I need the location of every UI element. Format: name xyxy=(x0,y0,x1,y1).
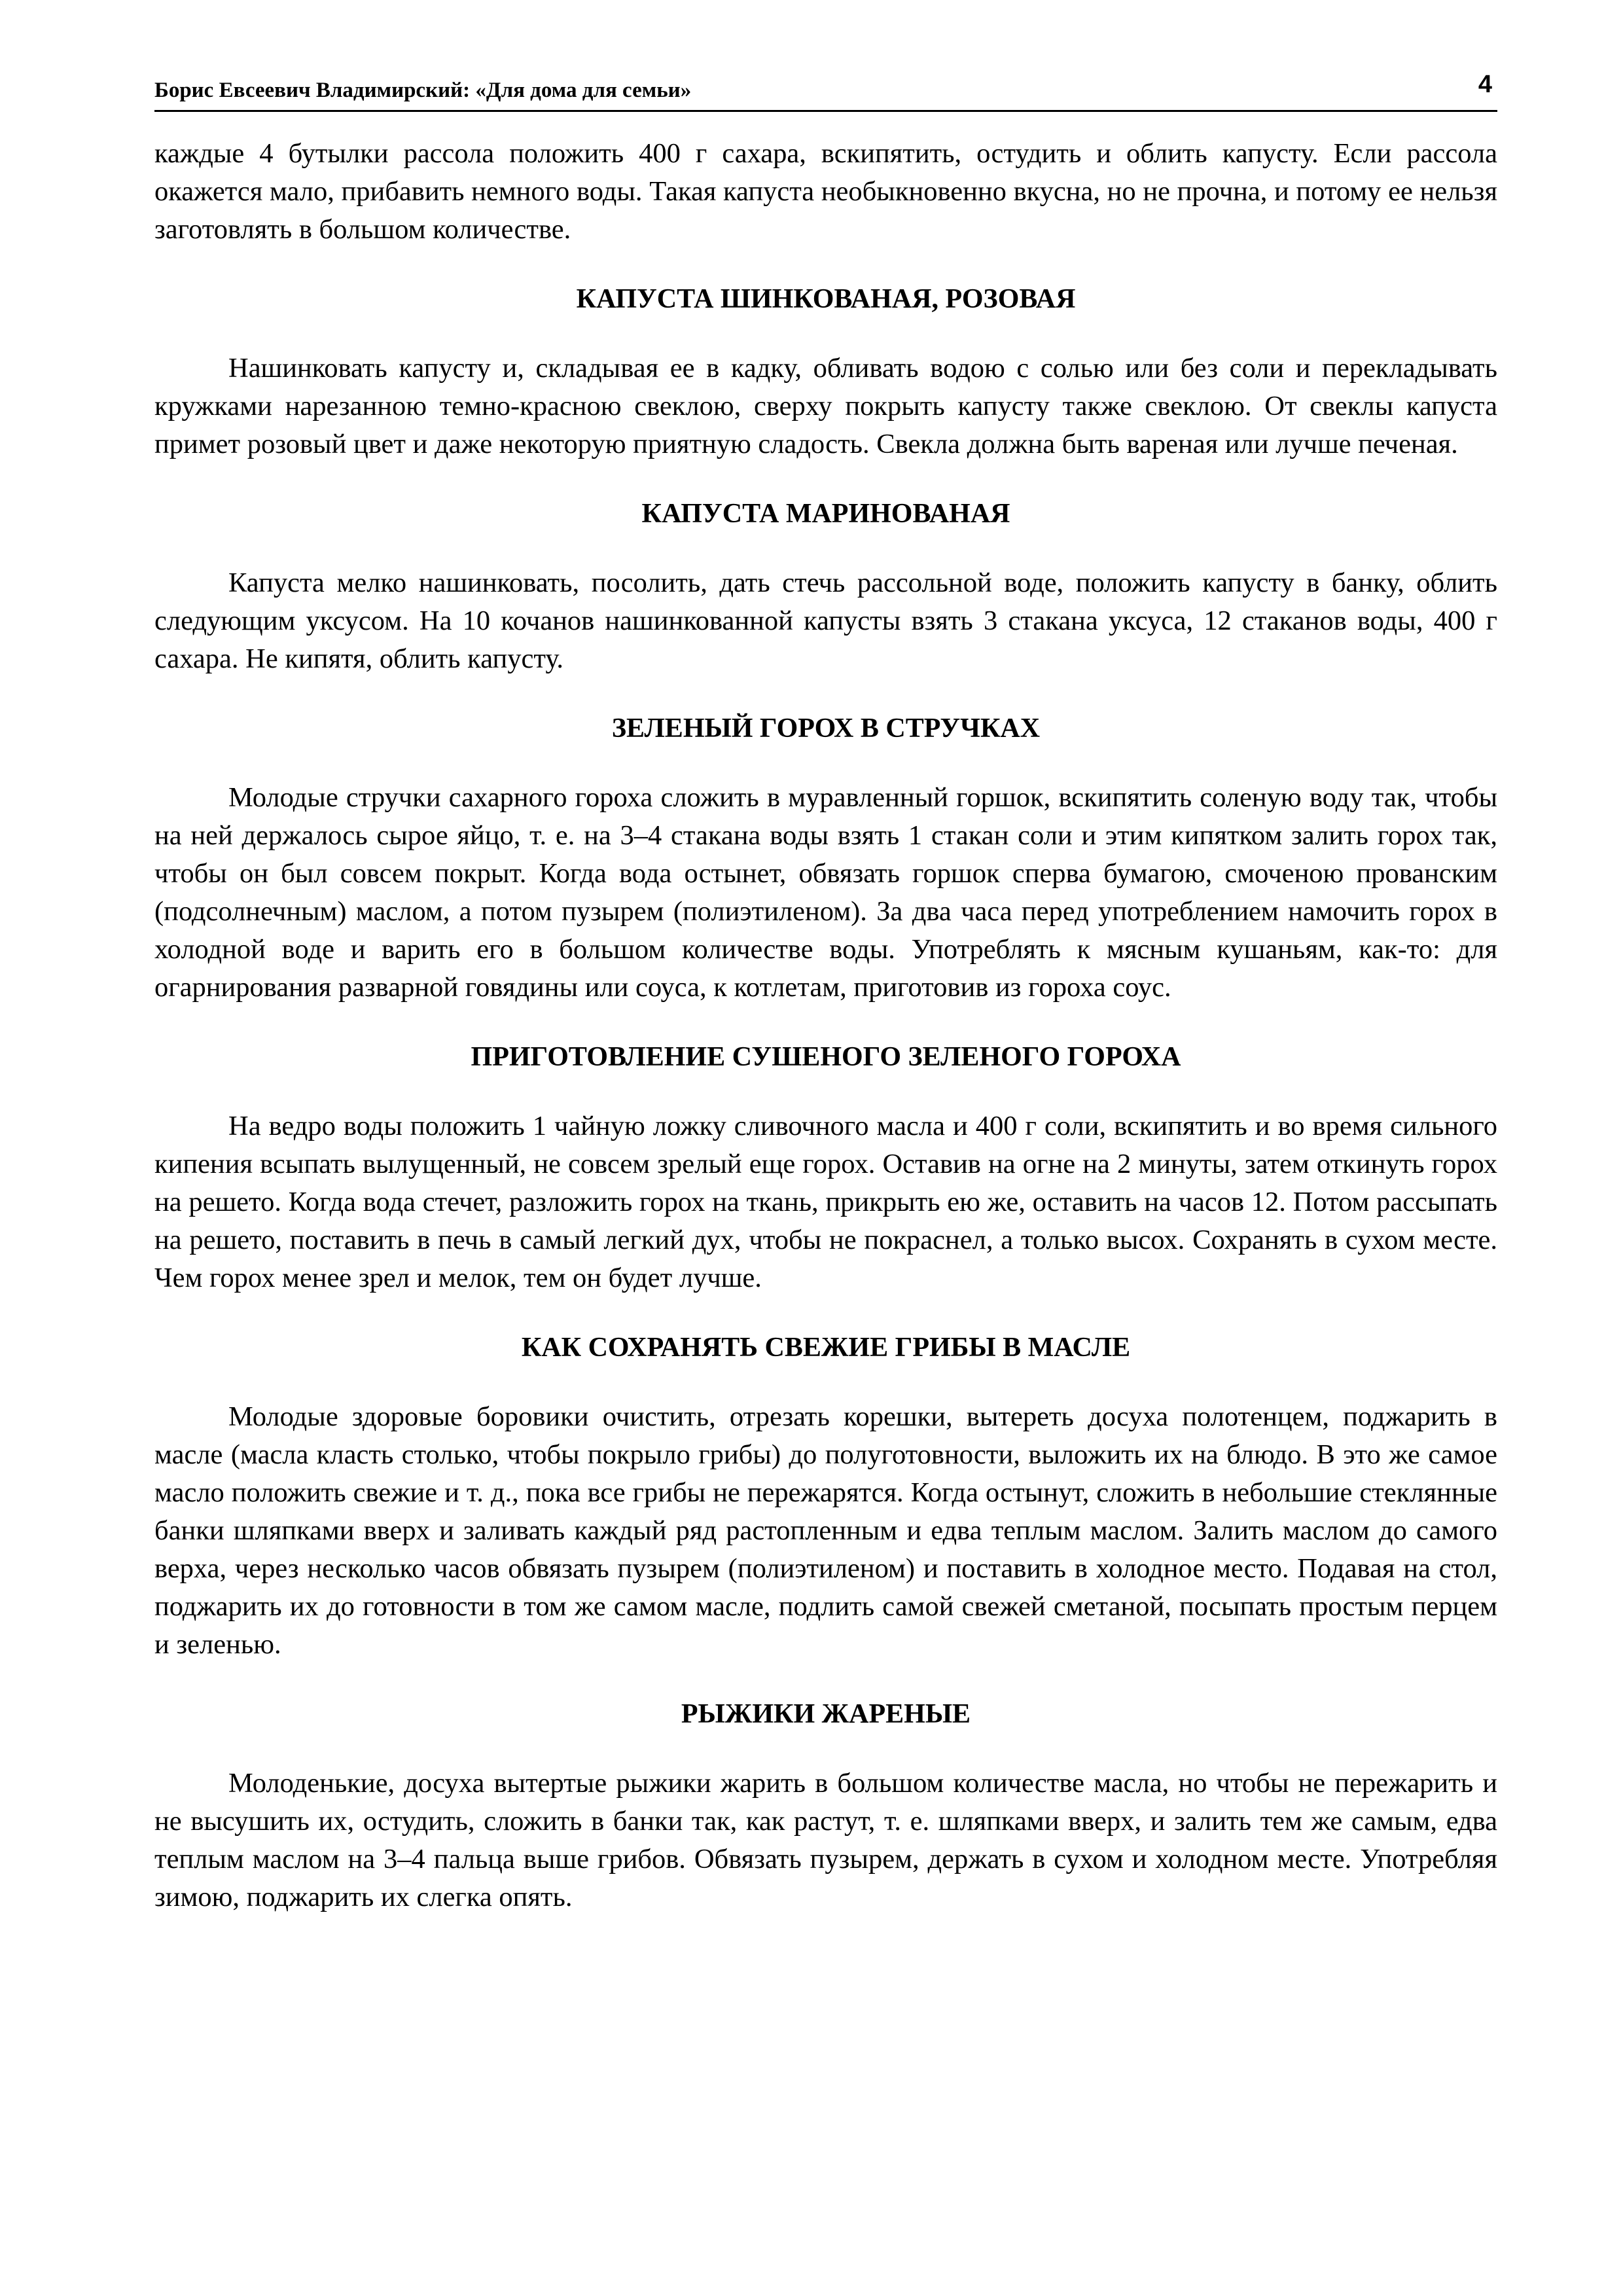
section-heading-mushrooms-in-butter: КАК СОХРАНЯТЬ СВЕЖИЕ ГРИБЫ В МАСЛЕ xyxy=(521,1333,1131,1363)
section-heading-dried-peas: ПРИГОТОВЛЕНИЕ СУШЕНОГО ЗЕЛЕНОГО ГОРОХА xyxy=(471,1042,1181,1072)
header-title: Борис Евсеевич Владимирский: «Для дома для семьи» xyxy=(154,79,692,102)
section-heading-fried-ryzhiki: РЫЖИКИ ЖАРЕНЫЕ xyxy=(681,1699,971,1729)
page-number: 4 xyxy=(1478,71,1492,98)
section-heading-cabbage-pink: КАПУСТА ШИНКОВАНАЯ, РОЗОВАЯ xyxy=(576,284,1076,314)
section-text-mushrooms-in-butter: Молодые здоровые боровики очистить, отрезать корешки, вытереть досуха полотенцем, поджарить в масле (масла класть столько, чтобы покрыло грибы) до полуготовности, выложить их на блюдо. В это же самое масло положить свежие и т. д., пока все грибы не пережарятся. Когда остынут, сложить в небольшие стеклянные банки шляпками вверх и заливать каждый ряд растопленным и едва теплым маслом. Залить маслом до самого верха, через несколько часов обвязать пузырем (полиэтиленом) и поставить в холодное место. Подавая на стол, поджарить их до готовности в том же самом масле, подлить самой свежей сметаной, посыпать простым перцем и зеленью. xyxy=(154,1401,1497,1660)
continuation-paragraph: каждые 4 бутылки рассола положить 400 г сахара, вскипятить, остудить и облить капусту. Если рассола окажется мало, прибавить немного воды. Такая капуста необыкновенно вкусна, но не прочна, и потому ее нельзя заготовлять в большом количестве. xyxy=(154,138,1497,245)
section-heading-green-peas-pods: ЗЕЛЕНЫЙ ГОРОХ В СТРУЧКАХ xyxy=(611,713,1041,744)
section-text-green-peas-pods: Молодые стручки сахарного гороха сложить в муравленный горшок, вскипятить соленую воду так, чтобы на ней держалось сырое яйцо, т. е. на 3–4 стакана воды взять 1 стакан соли и этим кипятком залить горох так, чтобы он был совсем покрыт. Когда вода остынет, обвязать горшок сперва бумагою, смоченою прованским (подсолнечным) маслом, а потом пузырем (полиэтиленом). За два часа перед употреблением намочить горох в холодной воде и варить его в большом количестве воды. Употреблять к мясным кушаньям, как-то: для огарнирования разварной говядины или соуса, к котлетам, приготовив из гороха соус. xyxy=(154,782,1497,1003)
section-text-cabbage-marinated: Капуста мелко нашинковать, посолить, дать стечь рассольной воде, положить капусту в банку, облить следующим уксусом. На 10 кочанов нашинкованной капусты взять 3 стакана уксуса, 12 стаканов воды, 400 г сахара. Не кипятя, облить капусту. xyxy=(154,567,1497,674)
section-text-cabbage-pink: Нашинковать капусту и, складывая ее в кадку, обливать водою с солью или без соли и перекладывать кружками нарезанною темно-красною свеклою, сверху покрыть капусту также свеклою. От свеклы капуста примет розовый цвет и даже некоторую приятную сладость. Свекла должна быть вареная или лучше печеная. xyxy=(154,353,1497,459)
section-text-dried-peas: На ведро воды положить 1 чайную ложку сливочного масла и 400 г соли, вскипятить и во время сильного кипения всыпать вылущенный, не совсем зрелый еще горох. Оставив на огне на 2 минуты, затем откинуть горох на решето. Когда вода стечет, разложить горох на ткань, прикрыть ею же, оставить на часов 12. Потом рассыпать на решето, поставить в печь в самый легкий дух, чтобы не покраснел, а только высох. Сохранять в сухом месте. Чем горох менее зрел и мелок, тем он будет лучше. xyxy=(154,1111,1497,1293)
page-header xyxy=(154,71,1497,112)
section-text-fried-ryzhiki: Молоденькие, досуха вытертые рыжики жарить в большом количестве масла, но чтобы не пережарить и не высушить их, остудить, сложить в банки так, как растут, т. е. шляпками вверх, и залить тем же самым, едва теплым маслом на 3–4 пальца выше грибов. Обвязать пузырем, держать в сухом и холодном месте. Употребляя зимою, поджарить их слегка опять. xyxy=(154,1768,1497,1912)
section-heading-cabbage-marinated: КАПУСТА МАРИНОВАНАЯ xyxy=(641,499,1010,529)
page-content xyxy=(154,135,1497,1916)
